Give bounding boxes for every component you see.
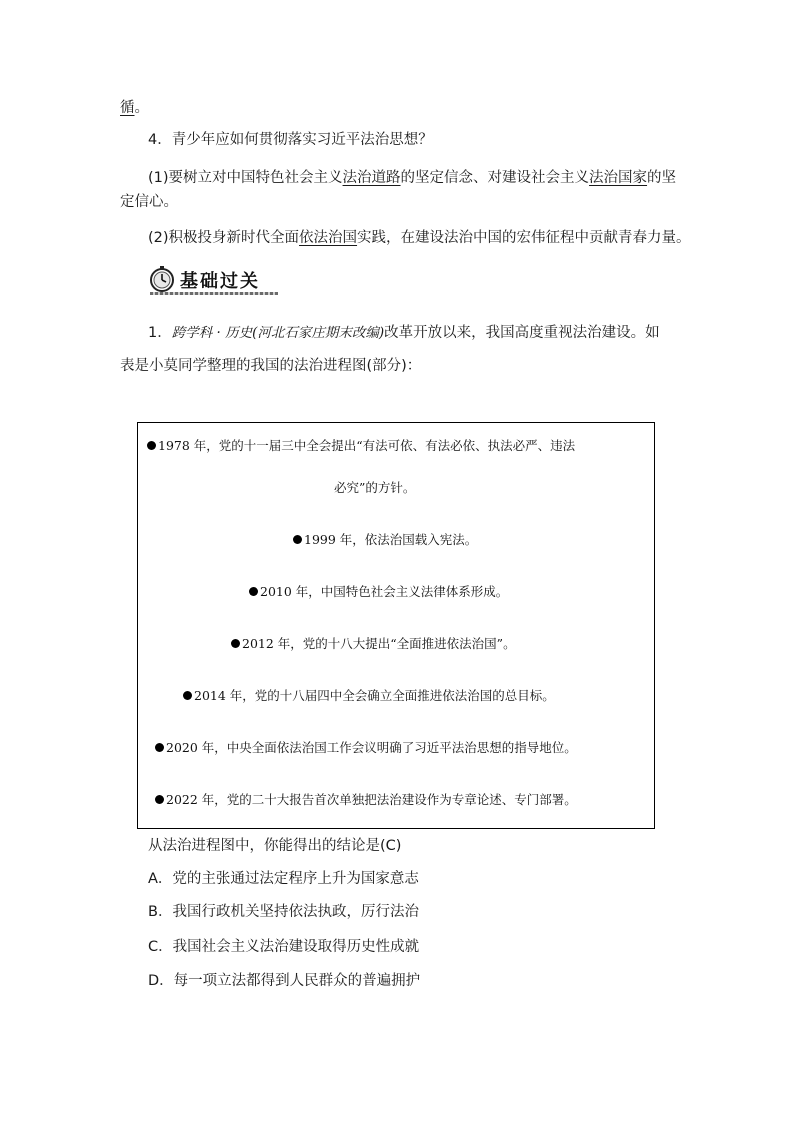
timeline-box [137,422,655,829]
q1-question: 从法治进程图中，你能得出的结论是(C) [148,838,402,854]
option-a[interactable]: A．党的主张通过法定程序上升为国家意志 [148,871,419,887]
option-b[interactable]: B．我国行政机关坚持依法执政，厉行法治 [148,904,419,920]
timeline-item: 2012 年，党的十八大提出“全面推进依法治国”。 [231,635,516,653]
q1-tag: 跨学科 · 历史(河北石家庄期末改编) [171,325,385,341]
timeline-item: 2020 年，中央全面依法治国工作会议明确了习近平法治思想的指导地位。 [155,739,577,757]
timeline-item: 1999 年，依法治国载入宪法。 [293,531,477,549]
bullet-icon [155,743,164,752]
section-header [148,265,280,295]
timeline-item: 2022 年，党的二十大报告首次单独把法治建设作为专章论述、专门部署。 [155,791,577,809]
q4-answer-2: (2)积极投身新时代全面依法治国实践，在建设法治中国的宏伟征程中贡献青春力量。 [148,230,691,246]
q1-stem-line1: 1．跨学科 · 历史(河北石家庄期末改编)改革开放以来，我国高度重视法治建设。如 [148,325,660,341]
bullet-icon [155,795,164,804]
stopwatch-icon [148,265,176,293]
timeline-item-cont: 必究”的方针。 [334,480,416,495]
bullet-icon [183,691,192,700]
bullet-icon [249,587,258,596]
timeline-item: 1978 年，党的十一届三中全会提出“有法可依、有法必依、执法必严、违法 [147,437,575,455]
section-underline [150,292,278,295]
q4-title: 4．青少年应如何贯彻落实习近平法治思想？ [148,132,433,148]
q4-answer-1-cont: 定信心。 [120,194,178,210]
timeline-item: 2010 年，中国特色社会主义法律体系形成。 [249,583,508,601]
option-c[interactable]: C．我国社会主义法治建设取得历史性成就 [148,939,420,955]
bullet-icon [147,441,156,450]
q1-stem-line2: 表是小莫同学整理的我国的法治进程图(部分)： [120,358,422,374]
option-d[interactable]: D．每一项立法都得到人民群众的普遍拥护 [148,973,421,989]
timeline-item: 2014 年，党的十八届四中全会确立全面推进依法治国的总目标。 [183,687,555,705]
bullet-icon [293,535,302,544]
bullet-icon [231,639,240,648]
intro-tail: 循。 [120,100,149,116]
q4-answer-1: (1)要树立对中国特色社会主义法治道路的坚定信念、对建设社会主义法治国家的坚 [148,170,677,186]
section-title: 基础过关 [180,271,260,292]
